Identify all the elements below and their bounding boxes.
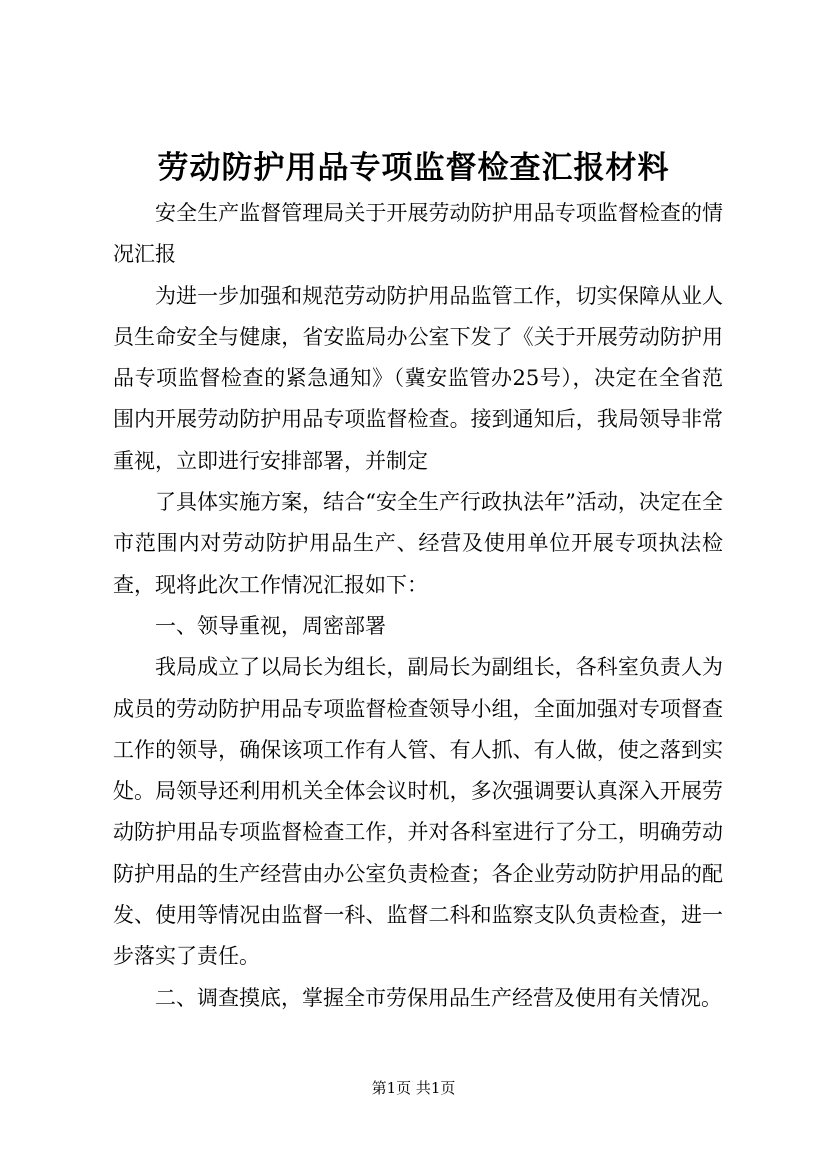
section-heading-1: 一、领导重视，周密部署 [155, 613, 386, 638]
paragraph-intro: 为进一步加强和规范劳动防护用品监管工作，切实保障从业人员生命安全与健康，省安监局办公室下发了《关于开展劳动防护用品专项监督检查的紧急通知》（冀安监管办25号），决定在全省范围内开展劳动防护用品专项监督检查。接到通知后，我局领导非常重视，立即进行安排部署，并制定 [113, 283, 723, 473]
section-heading-2: 二、调查摸底，掌握全市劳保用品生产经营及使用有关情况。 [155, 985, 722, 1010]
paragraph-leadership: 我局成立了以局长为组长，副局长为副组长，各科室负责人为成员的劳动防护用品专项监督检查领导小组，全面加强对专项督查工作的领导，确保该项工作有人管、有人抓、有人做，使之落到实处。局领导还利用机关全体会议时机，多次强调要认真深入开展劳动防护用品专项监督检查工作，并对各科室进行了分工，明确劳动防护用品的生产经营由办公室负责检查；各企业劳动防护用品的配发、使用等情况由监督一科、监督二科和监察支队负责检查，进一步落实了责任。 [113, 655, 723, 969]
page-footer: 第1页 共1页 [371, 1079, 456, 1097]
paragraph-plan: 了具体实施方案，结合“安全生产行政执法年”活动，决定在全市范围内对劳动防护用品生产、经营及使用单位开展专项执法检查，现将此次工作情况汇报如下： [113, 490, 723, 597]
paragraph-subtitle: 安全生产监督管理局关于开展劳动防护用品专项监督检查的情况汇报 [113, 201, 723, 267]
document-title: 劳动防护用品专项监督检查汇报材料 [157, 150, 670, 186]
document-body [113, 193, 723, 1019]
